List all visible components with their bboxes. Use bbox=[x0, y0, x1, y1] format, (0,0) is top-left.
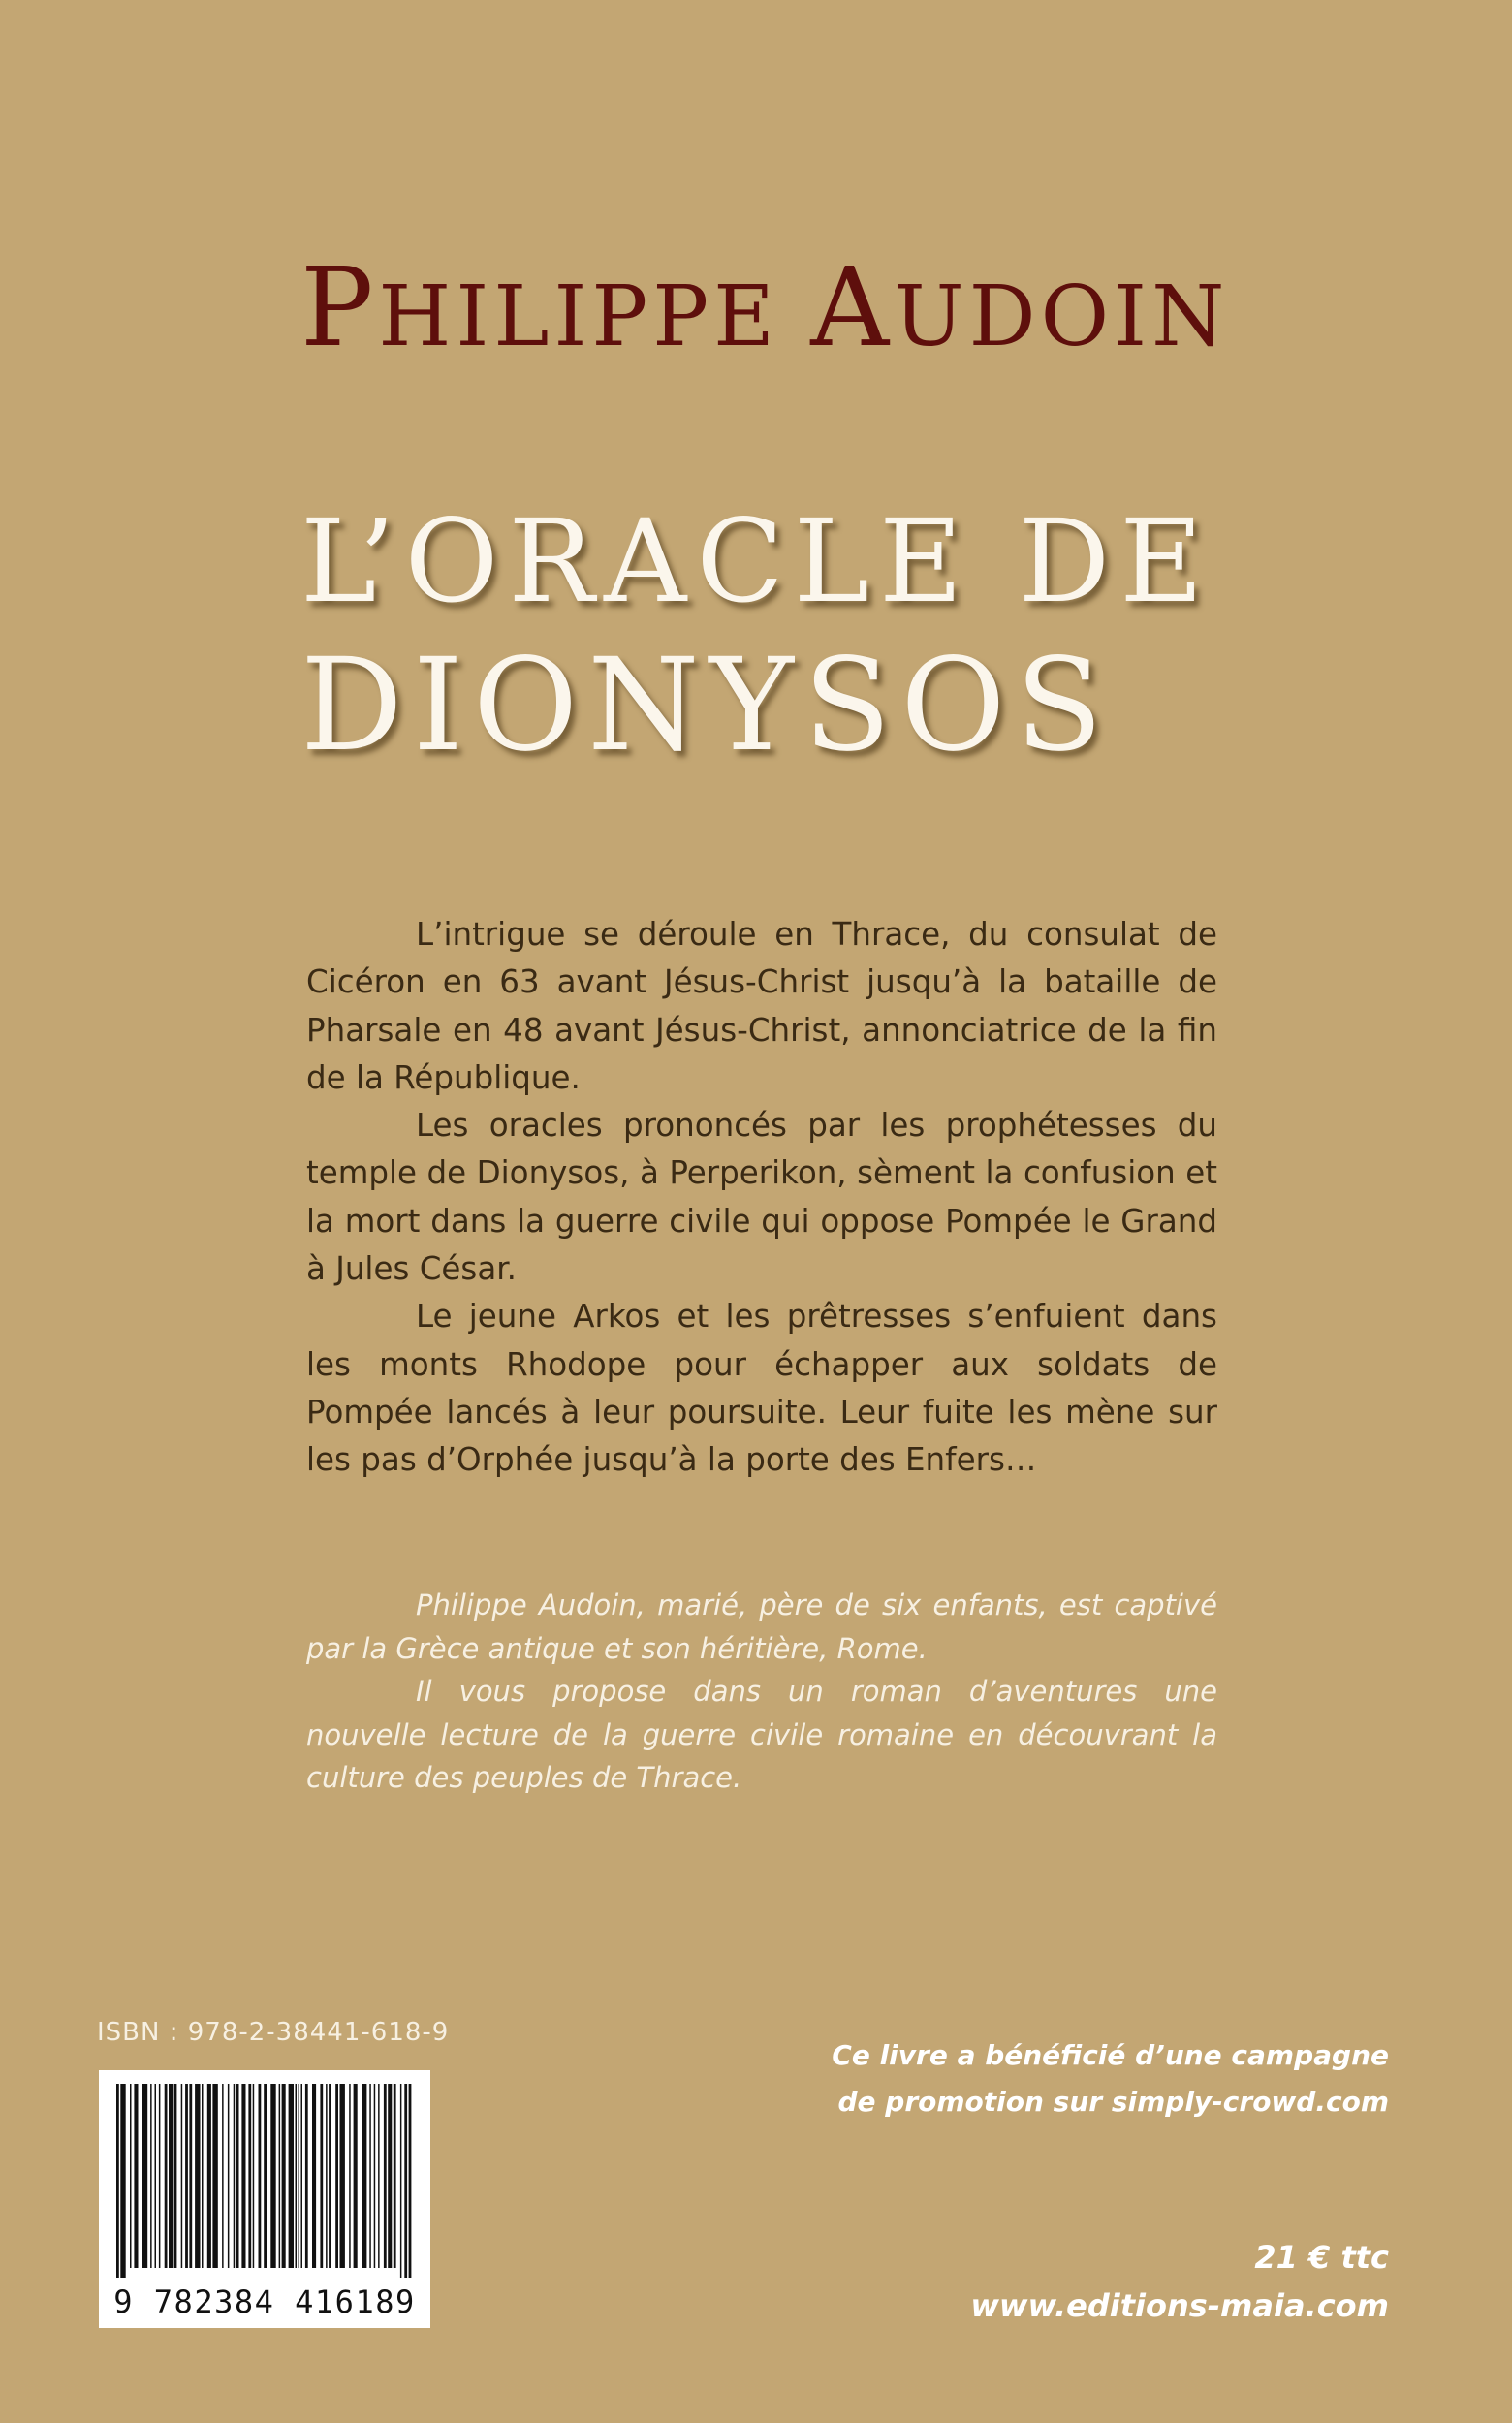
barcode-bar bbox=[320, 2084, 323, 2268]
barcode-bar bbox=[130, 2084, 132, 2268]
barcode-bar bbox=[354, 2084, 358, 2268]
barcode-bars bbox=[112, 2084, 417, 2278]
barcode-bar bbox=[279, 2084, 281, 2268]
barcode-bar bbox=[195, 2084, 200, 2268]
barcode-bar bbox=[116, 2084, 119, 2278]
barcode-bar bbox=[404, 2084, 407, 2278]
barcode-bar bbox=[305, 2084, 308, 2268]
barcode-bar bbox=[165, 2084, 168, 2268]
barcode-bar bbox=[155, 2084, 157, 2268]
barcode-bar bbox=[400, 2084, 402, 2278]
promo-line-1: Ce livre a bénéficié d’une campagne bbox=[832, 2039, 1389, 2071]
title-line-2: DIONYSOS bbox=[300, 631, 1113, 780]
barcode-bar bbox=[150, 2084, 152, 2268]
barcode-digits: 9 782384 416189 bbox=[113, 2283, 416, 2320]
barcode-bar bbox=[134, 2084, 138, 2268]
barcode-bar bbox=[142, 2084, 147, 2268]
bio-paragraph: Il vous propose dans un roman d’aventures une nouvelle lecture de la guerre civile romaine en découvrant la culture des peuples de Thrace. bbox=[306, 1675, 1217, 1794]
barcode-bar bbox=[312, 2084, 316, 2268]
barcode-bar bbox=[289, 2084, 294, 2268]
author-name bbox=[300, 245, 1231, 371]
barcode-bar bbox=[326, 2084, 328, 2268]
barcode-bar bbox=[301, 2084, 303, 2268]
promo-line-2: de promotion sur simply-crowd.com bbox=[837, 2086, 1389, 2118]
barcode-bar bbox=[259, 2084, 262, 2268]
price: 21 € ttc bbox=[1254, 2239, 1389, 2276]
barcode-bar bbox=[409, 2084, 412, 2278]
barcode-bar bbox=[270, 2084, 275, 2268]
barcode-bar bbox=[241, 2084, 245, 2268]
barcode-bar bbox=[394, 2084, 396, 2268]
barcode-bar bbox=[189, 2084, 192, 2268]
bio-paragraph: Philippe Audoin, marié, père de six enfants, est captivé par la Grèce antique et son héritière, Rome. bbox=[306, 1589, 1217, 1665]
barcode bbox=[99, 2070, 430, 2328]
barcode-bar bbox=[253, 2084, 255, 2268]
barcode-bar bbox=[234, 2084, 236, 2268]
barcode-bar bbox=[374, 2084, 376, 2268]
synopsis-paragraph: Les oracles prononcés par les prophétesses du temple de Dionysos, à Perperikon, sèment la confusion et la mort dans la guerre civile qui oppose Pompée le Grand à Jules César. bbox=[306, 1107, 1217, 1288]
barcode-bar bbox=[228, 2084, 230, 2268]
barcode-bar bbox=[174, 2084, 177, 2268]
barcode-bar bbox=[349, 2084, 351, 2268]
book-title bbox=[300, 494, 1231, 780]
barcode-bar bbox=[159, 2084, 161, 2268]
author-bio bbox=[306, 1584, 1217, 1800]
barcode-bar bbox=[207, 2084, 211, 2268]
barcode-bar bbox=[185, 2084, 188, 2268]
barcode-bar bbox=[236, 2084, 239, 2268]
publisher-website: www.editions-maia.com bbox=[970, 2287, 1389, 2324]
author-last-name: AUDOIN bbox=[810, 245, 1230, 371]
title-line-1: L’ORACLE DE bbox=[300, 494, 1213, 628]
barcode-bar bbox=[282, 2084, 286, 2268]
synopsis bbox=[306, 911, 1217, 1485]
barcode-bar bbox=[384, 2084, 387, 2268]
barcode-bar bbox=[222, 2084, 224, 2268]
isbn-label: ISBN : 978-2-38441-618-9 bbox=[97, 2018, 450, 2047]
barcode-bar bbox=[181, 2084, 183, 2268]
barcode-bar bbox=[120, 2084, 125, 2278]
barcode-bar bbox=[369, 2084, 371, 2268]
barcode-bar bbox=[335, 2084, 338, 2268]
barcode-bar bbox=[264, 2084, 267, 2268]
barcode-bar bbox=[362, 2084, 366, 2268]
barcode-bar bbox=[329, 2084, 331, 2268]
barcode-bar bbox=[296, 2084, 298, 2268]
promo-notice bbox=[807, 2032, 1389, 2125]
barcode-bar bbox=[388, 2084, 392, 2268]
barcode-bar bbox=[248, 2084, 251, 2268]
barcode-bar bbox=[212, 2084, 217, 2268]
synopsis-paragraph: L’intrigue se déroule en Thrace, du consulat de Cicéron en 63 avant Jésus-Christ jusqu’à la bataille de Pharsale en 48 avant Jésus-Christ, annonciatrice de la fin de la République. bbox=[306, 916, 1217, 1096]
author-first-name: PHILIPPE bbox=[300, 245, 779, 371]
barcode-bar bbox=[378, 2084, 380, 2268]
barcode-bar bbox=[299, 2084, 300, 2268]
synopsis-paragraph: Le jeune Arkos et les prêtresses s’enfuient dans les monts Rhodope pour échapper aux soldats de Pompée lancés à leur poursuite. Leur fuite les mène sur les pas d’Orphée jusqu’à la porte des Enfers… bbox=[306, 1298, 1217, 1479]
barcode-bar bbox=[169, 2084, 173, 2268]
barcode-bar bbox=[202, 2084, 204, 2268]
barcode-bar bbox=[340, 2084, 345, 2268]
price-block bbox=[807, 2233, 1389, 2330]
